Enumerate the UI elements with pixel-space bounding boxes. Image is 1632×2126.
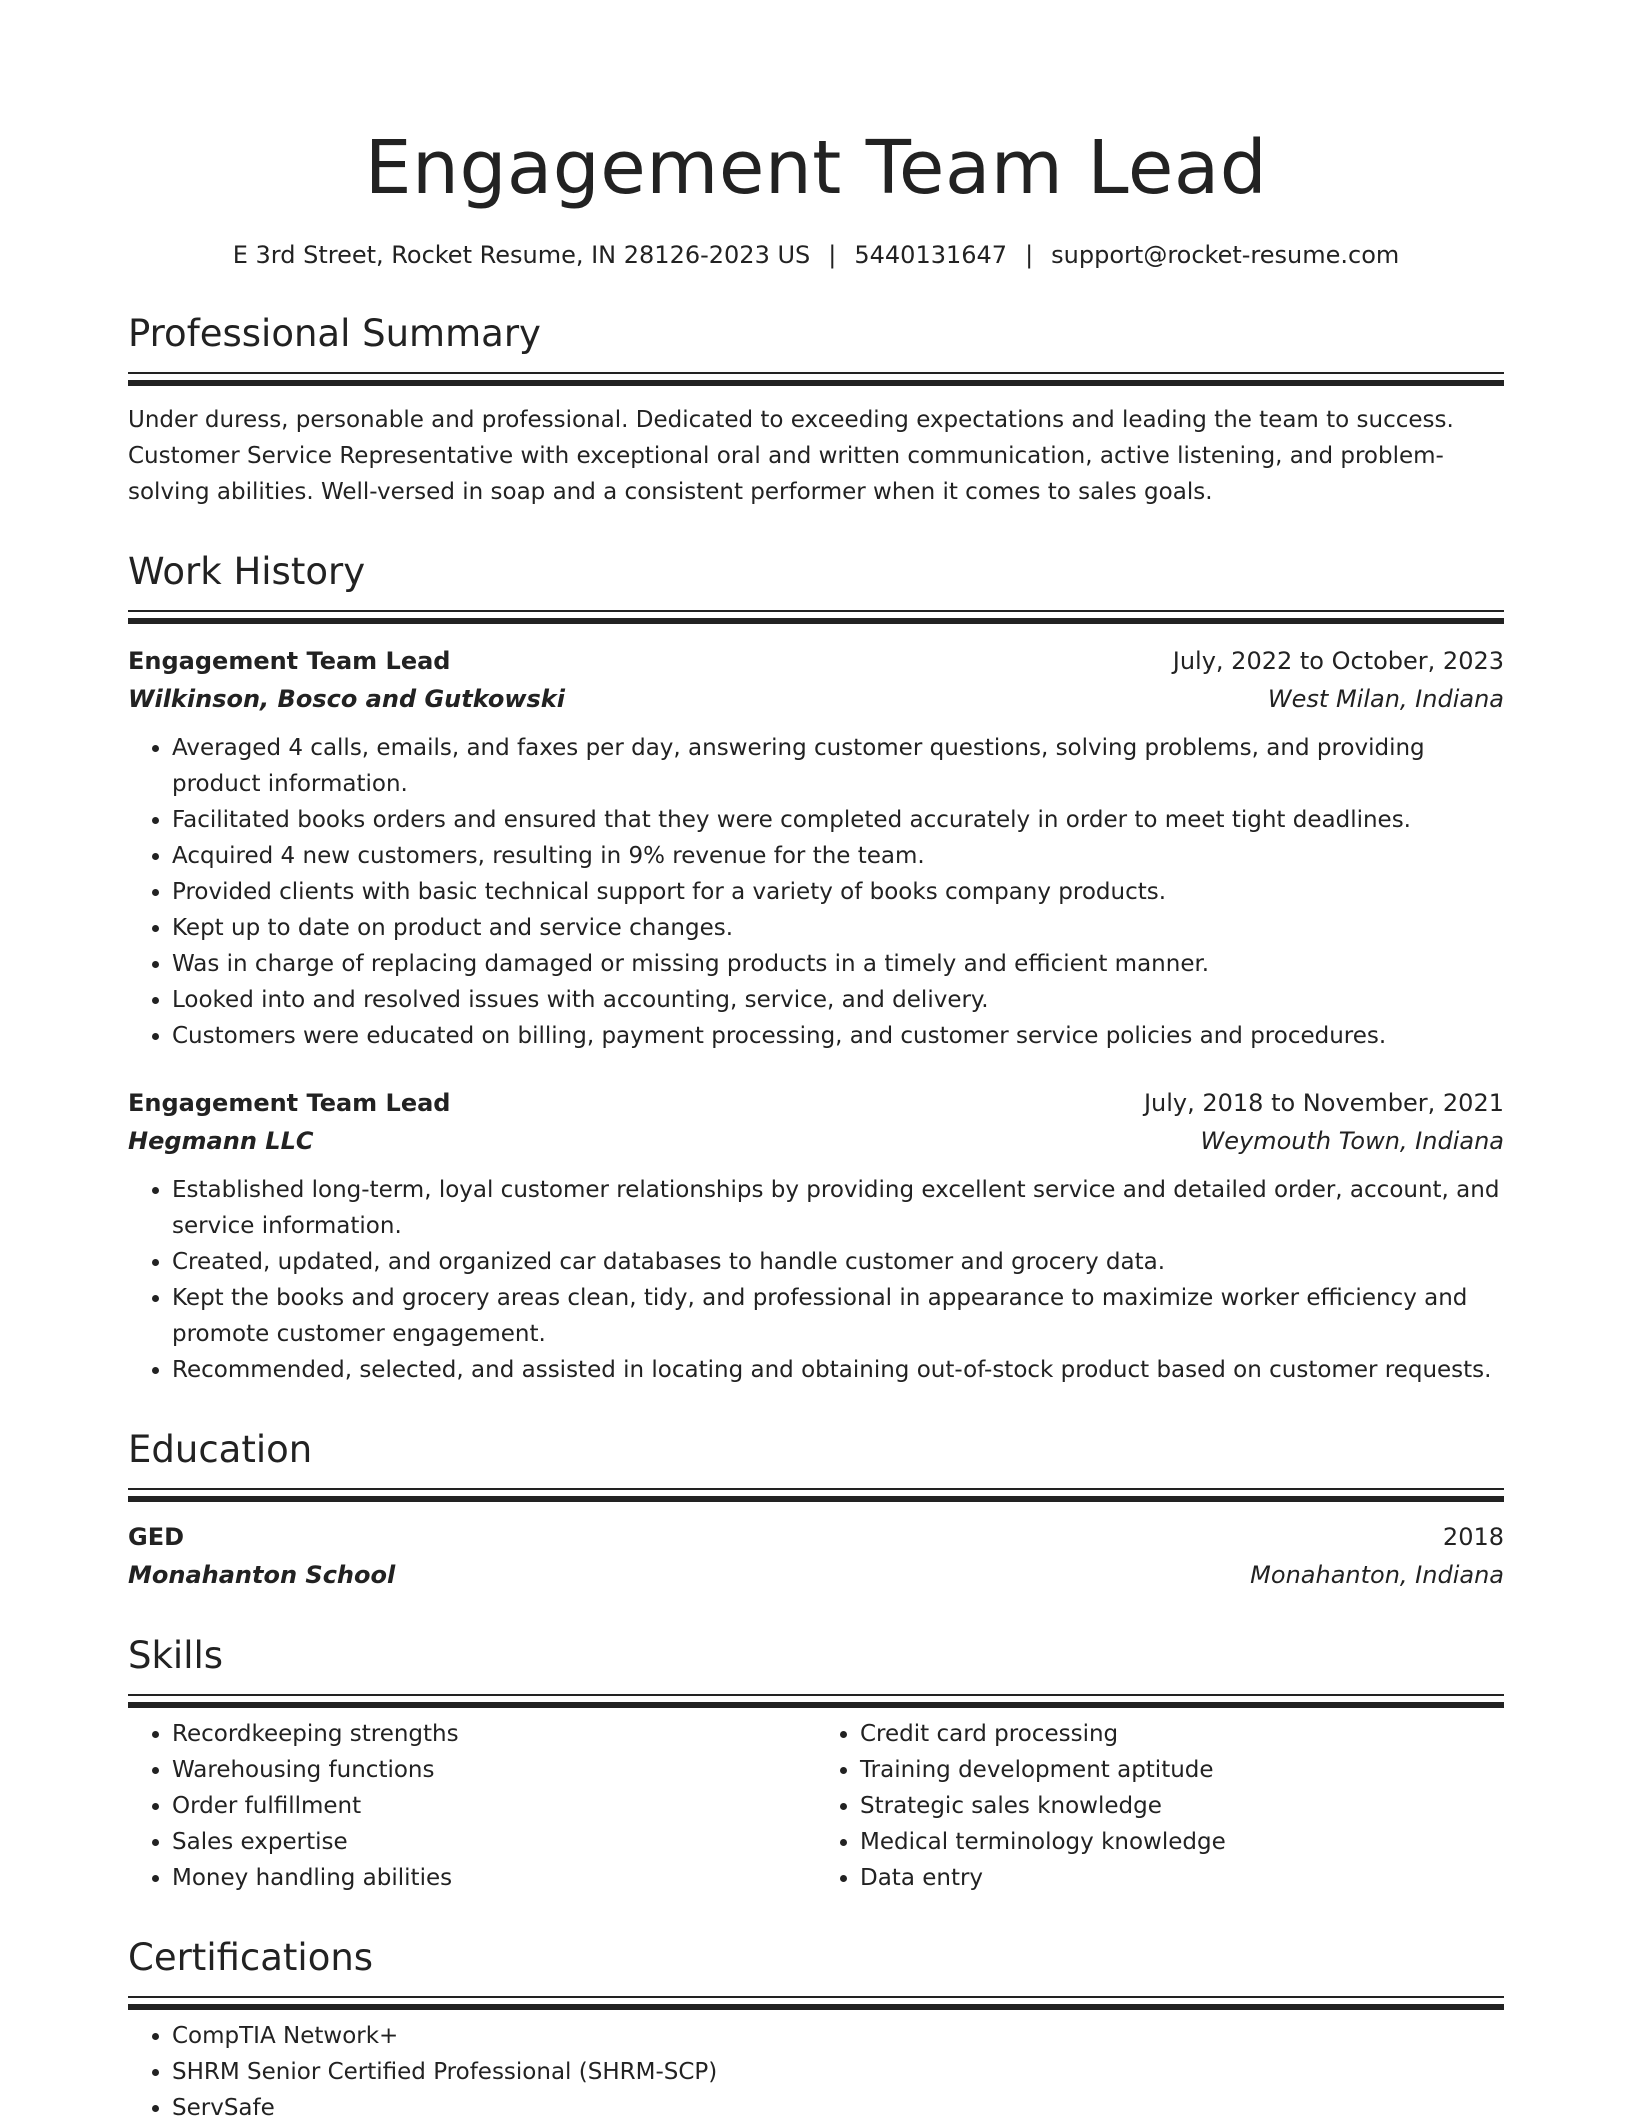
job-bullet: • Facilitated books orders and ensured that they were completed accurately in order to meet tight deadlines.	[172, 802, 1504, 838]
resume-name: Engagement Team Lead	[364, 125, 1268, 211]
skill-item: • Data entry	[860, 1860, 1504, 1896]
skills-list-left	[128, 1716, 816, 1896]
job-title: Engagement Team Lead	[128, 647, 451, 675]
skills-section	[128, 1632, 1504, 1896]
contact-email: support@rocket-resume.com	[1051, 241, 1400, 269]
skill-item: • Medical terminology knowledge	[860, 1824, 1504, 1860]
section-title-skills: Skills	[128, 1634, 224, 1677]
job-entry	[128, 642, 1504, 1054]
skill-item: • Order fulfillment	[172, 1788, 816, 1824]
certification-item: • ServSafe	[172, 2090, 1504, 2126]
education-entry	[128, 1518, 1504, 1594]
section-divider	[128, 372, 1504, 384]
education-section	[128, 1426, 1504, 1594]
section-title-work-history: Work History	[128, 550, 366, 593]
job-bullet: • Looked into and resolved issues with accounting, service, and delivery.	[172, 982, 1504, 1018]
skill-item: • Recordkeeping strengths	[172, 1716, 816, 1752]
skill-item: • Money handling abilities	[172, 1860, 816, 1896]
skill-item: • Training development aptitude	[860, 1752, 1504, 1788]
job-bullet: • Kept the books and grocery areas clean, tidy, and professional in appearance to maximize worker efficiency and promote customer engagement.	[172, 1280, 1504, 1352]
skill-item: • Warehousing functions	[172, 1752, 816, 1788]
job-bullet: • Acquired 4 new customers, resulting in 9% revenue for the team.	[172, 838, 1504, 874]
job-entry	[128, 1084, 1504, 1388]
skills-columns	[128, 1716, 1504, 1896]
section-divider	[128, 1996, 1504, 2008]
job-bullets	[128, 1172, 1504, 1388]
education-school: Monahanton School	[128, 1561, 396, 1589]
skills-list-right	[816, 1716, 1504, 1896]
job-bullet: • Created, updated, and organized car databases to handle customer and grocery data.	[172, 1244, 1504, 1280]
contact-phone: 5440131647	[854, 241, 1008, 269]
job-bullet: • Established long-term, loyal customer relationships by providing excellent service and detailed order, account, and service information.	[172, 1172, 1504, 1244]
education-degree: GED	[128, 1523, 185, 1551]
section-divider	[128, 610, 1504, 622]
certification-item: • CompTIA Network+	[172, 2018, 1504, 2054]
job-dates: July, 2022 to October, 2023	[1172, 647, 1504, 675]
section-title-certifications: Certifications	[128, 1936, 374, 1979]
work-history-section	[128, 548, 1504, 1388]
job-bullet: • Customers were educated on billing, payment processing, and customer service policies and procedures.	[172, 1018, 1504, 1054]
job-bullets	[128, 730, 1504, 1054]
certification-item: • SHRM Senior Certified Professional (SHRM-SCP)	[172, 2054, 1504, 2090]
job-bullet: • Averaged 4 calls, emails, and faxes per day, answering customer questions, solving problems, and providing product information.	[172, 730, 1504, 802]
job-company: Wilkinson, Bosco and Gutkowski	[128, 685, 565, 713]
contact-address: E 3rd Street, Rocket Resume, IN 28126-2023 US	[232, 241, 811, 269]
job-title: Engagement Team Lead	[128, 1089, 451, 1117]
job-location: Weymouth Town, Indiana	[1200, 1127, 1504, 1155]
education-location: Monahanton, Indiana	[1250, 1561, 1504, 1589]
summary-text: Under duress, personable and professional. Dedicated to exceeding expectations and leading the team to success. Customer Service Representative with exceptional oral and written communication, active listening, and problem-solving abilities. Well-versed in soap and a consistent performer when it comes to sales goals.	[128, 407, 1454, 505]
job-bullet: • Kept up to date on product and service changes.	[172, 910, 1504, 946]
contact-separator: |	[1025, 241, 1034, 269]
certifications-list	[128, 2018, 1504, 2126]
skill-item: • Strategic sales knowledge	[860, 1788, 1504, 1824]
section-title-education: Education	[128, 1428, 313, 1471]
section-divider	[128, 1694, 1504, 1706]
section-title-summary: Professional Summary	[128, 312, 541, 355]
job-location: West Milan, Indiana	[1267, 685, 1504, 713]
skill-item: • Sales expertise	[172, 1824, 816, 1860]
summary-section	[128, 310, 1504, 510]
contact-line	[128, 238, 1504, 272]
job-bullet: • Recommended, selected, and assisted in locating and obtaining out-of-stock product based on customer requests.	[172, 1352, 1504, 1388]
job-bullet: • Provided clients with basic technical support for a variety of books company products.	[172, 874, 1504, 910]
education-year: 2018	[1442, 1523, 1504, 1551]
job-company: Hegmann LLC	[128, 1127, 314, 1155]
section-divider	[128, 1488, 1504, 1500]
job-bullet: • Was in charge of replacing damaged or missing products in a timely and efficient manner.	[172, 946, 1504, 982]
contact-separator: |	[828, 241, 837, 269]
skill-item: • Credit card processing	[860, 1716, 1504, 1752]
job-dates: July, 2018 to November, 2021	[1143, 1089, 1504, 1117]
certifications-section	[128, 1934, 1504, 2126]
